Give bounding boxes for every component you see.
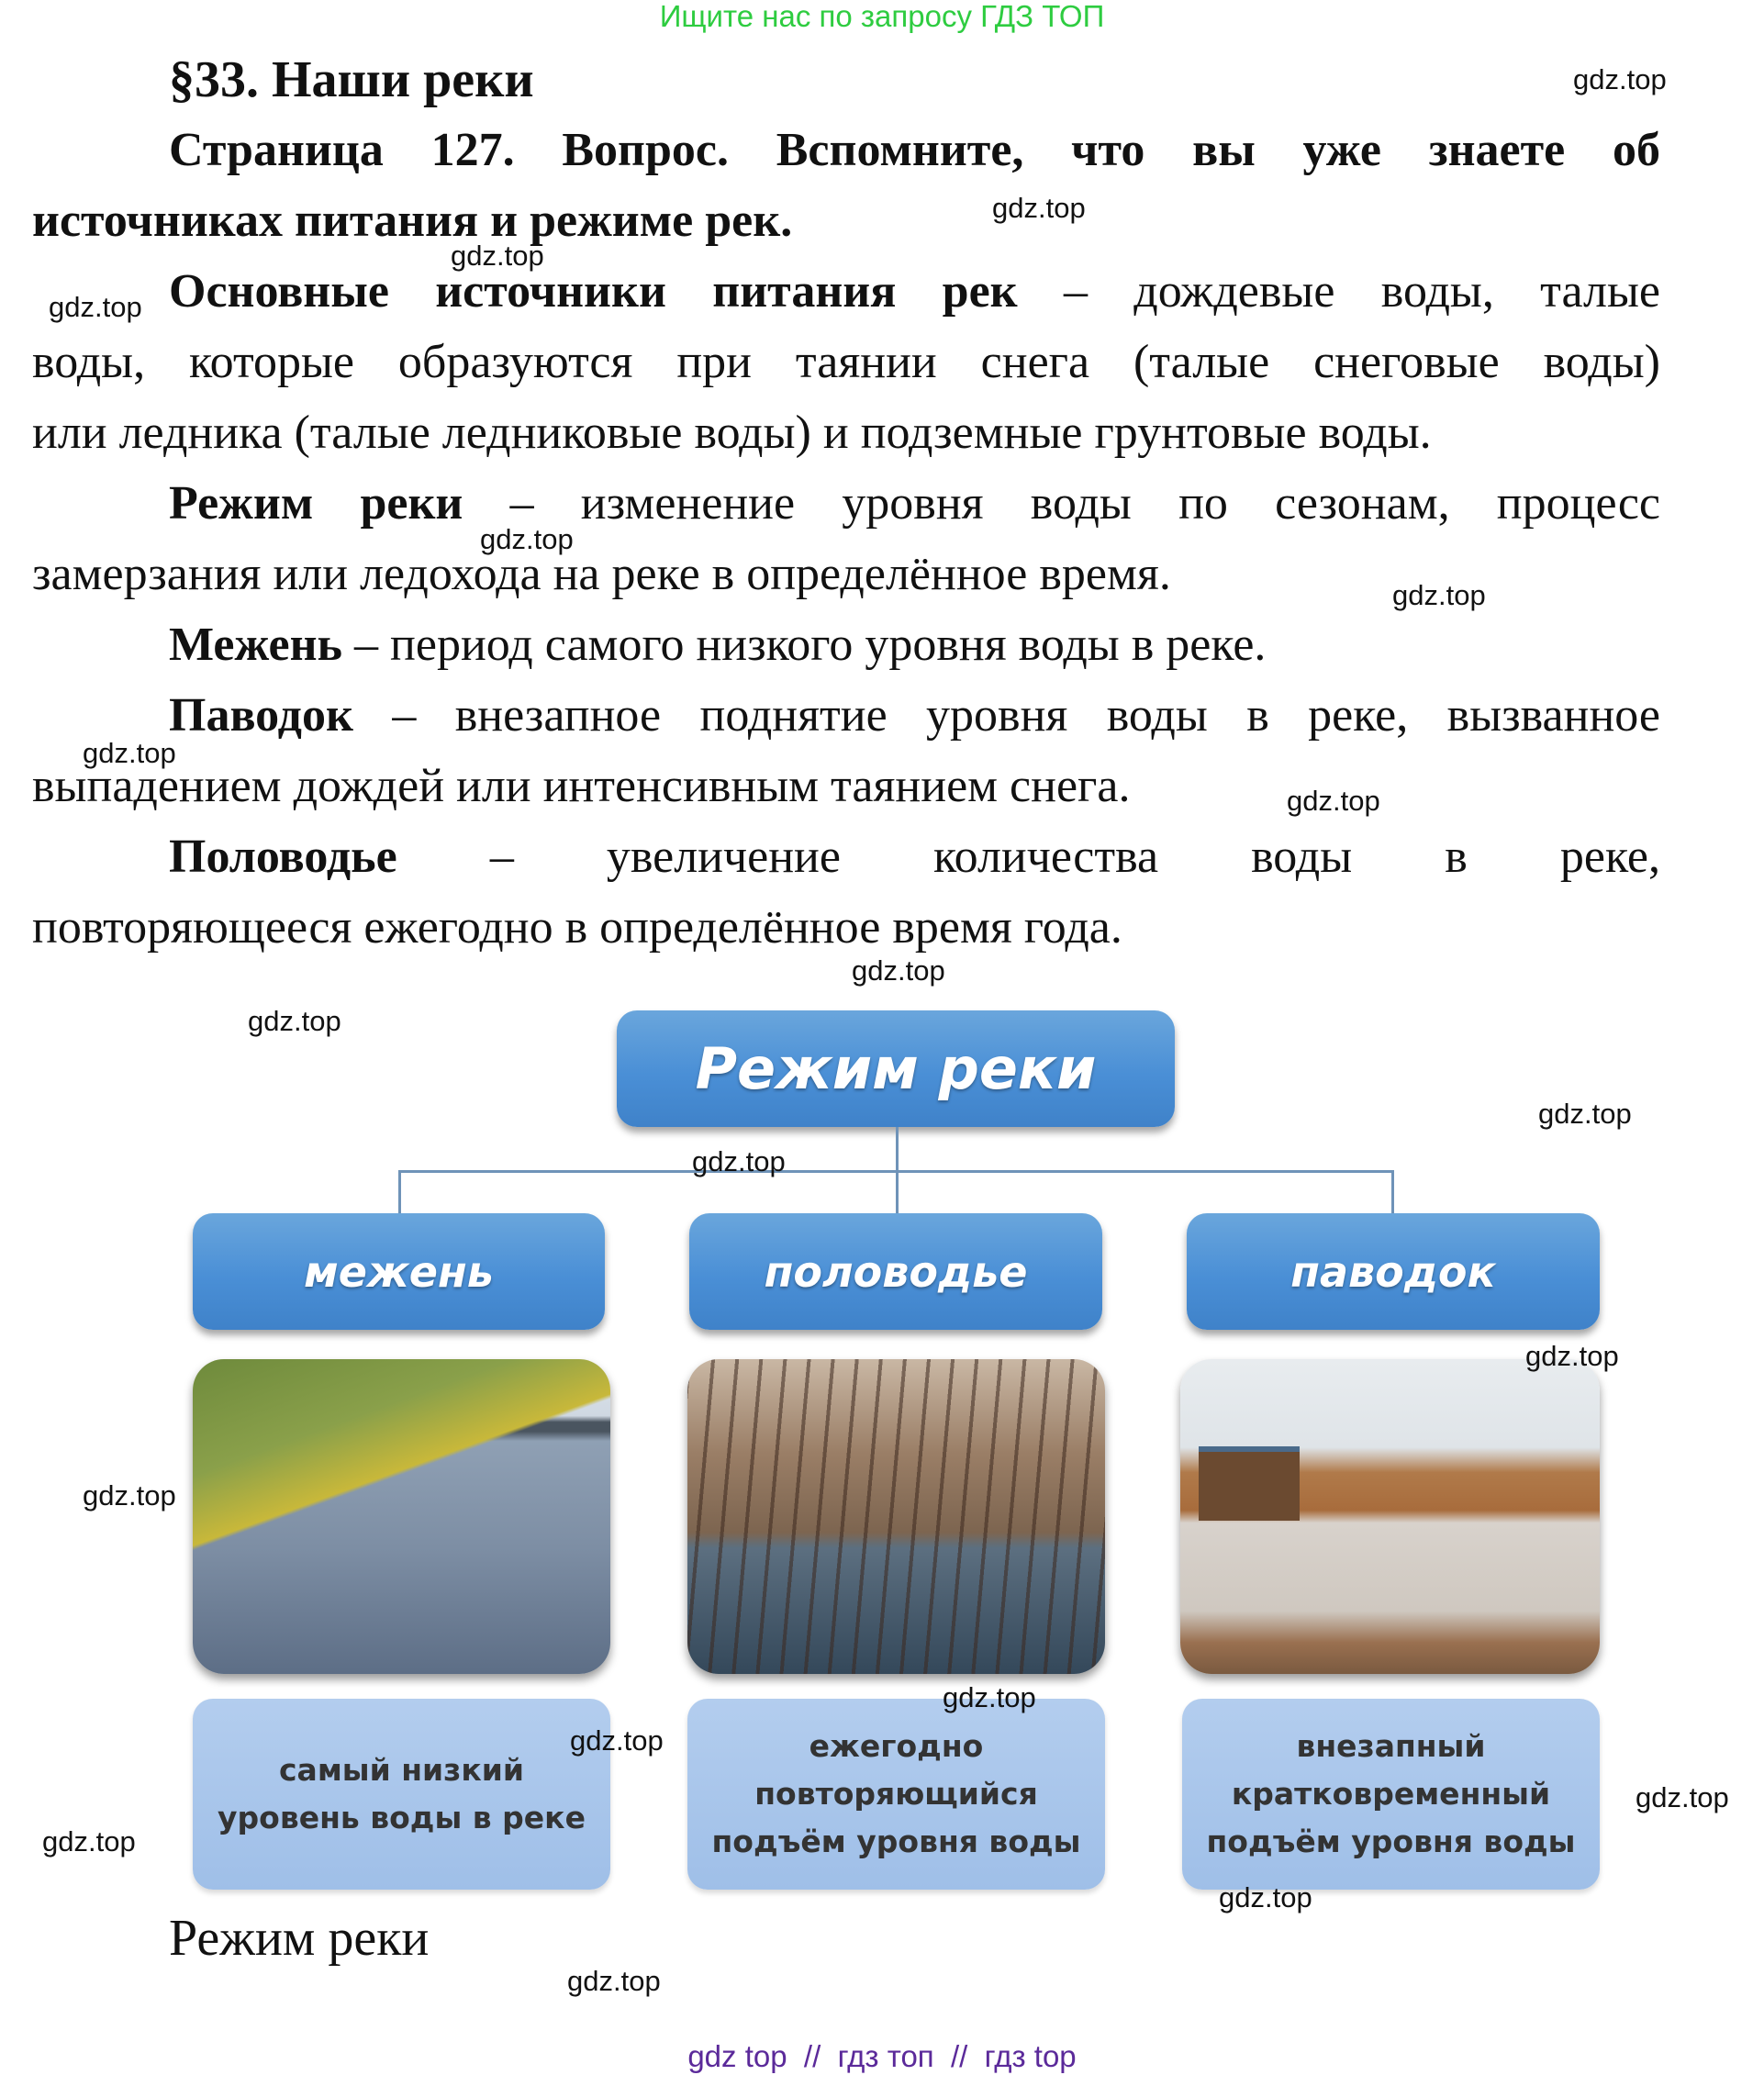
diagram-box-mezhen: межень bbox=[193, 1213, 605, 1330]
text-line bbox=[32, 468, 1660, 539]
desc-line: подъём уровня воды bbox=[711, 1824, 1081, 1859]
watermark: gdz.top bbox=[480, 523, 574, 555]
watermark: gdz.top bbox=[83, 737, 176, 769]
watermark: gdz.top bbox=[852, 954, 945, 987]
desc-box-polovodye bbox=[687, 1699, 1105, 1890]
bold-term: Половодье bbox=[169, 831, 397, 883]
river-low-water-photo bbox=[193, 1359, 610, 1674]
flooded-village-photo bbox=[1180, 1359, 1600, 1674]
text-line bbox=[32, 821, 1660, 892]
text-line bbox=[32, 397, 1660, 468]
text-span: – увеличение количества воды в реке, bbox=[396, 831, 1660, 883]
bold-term: Режим реки bbox=[169, 477, 463, 530]
text-span: – внезапное поднятие уровня воды в реке, вызванное bbox=[352, 689, 1660, 742]
desc-line: внезапный bbox=[1296, 1728, 1486, 1764]
text-line bbox=[32, 256, 1660, 327]
watermark: gdz.top bbox=[1287, 785, 1380, 817]
watermark: gdz.top bbox=[49, 291, 142, 323]
flooded-forest-photo bbox=[687, 1359, 1105, 1674]
watermark: gdz.top bbox=[992, 192, 1086, 224]
watermark: gdz.top bbox=[1538, 1098, 1632, 1130]
diagram-box-pavodok: паводок bbox=[1187, 1213, 1600, 1330]
watermark: gdz.top bbox=[692, 1145, 786, 1177]
desc-line: самый низкий bbox=[279, 1752, 524, 1788]
watermark: gdz.top bbox=[943, 1681, 1036, 1713]
watermark: gdz.top bbox=[1392, 579, 1486, 611]
bold-term: Страница 127. Вопрос. Вспомните, что вы уже знаете об bbox=[169, 124, 1660, 176]
connector-line bbox=[1391, 1170, 1394, 1213]
house-icon bbox=[1199, 1446, 1300, 1521]
watermark: gdz.top bbox=[1219, 1881, 1312, 1913]
text-line bbox=[32, 115, 1660, 185]
text-span: замерзания или ледохода на реке в определённое время. bbox=[32, 548, 1171, 600]
top-banner[interactable]: Ищите нас по запросу ГДЗ ТОП bbox=[659, 0, 1105, 33]
desc-line: кратковременный bbox=[1231, 1776, 1551, 1812]
desc-box-mezhen bbox=[193, 1699, 610, 1890]
text-line bbox=[32, 751, 1660, 821]
desc-box-pavodok bbox=[1182, 1699, 1600, 1890]
diagram-box-polovodye: половодье bbox=[689, 1213, 1102, 1330]
diagram-root-box: Режим реки bbox=[617, 1010, 1175, 1127]
text-span: – дождевые воды, талые bbox=[1017, 265, 1660, 318]
desc-line: уровень воды в реке bbox=[218, 1800, 586, 1835]
desc-line: ежегодно bbox=[809, 1728, 984, 1764]
connector-line bbox=[398, 1170, 401, 1213]
desc-line: подъём уровня воды bbox=[1206, 1824, 1576, 1859]
text-span: – изменение уровня воды по сезонам, процесс bbox=[463, 477, 1660, 530]
text-span: выпадением дождей или интенсивным таянием снега. bbox=[32, 760, 1131, 812]
watermark: gdz.top bbox=[83, 1479, 176, 1512]
section-title: §33. Наши реки bbox=[169, 51, 534, 108]
text-line bbox=[32, 327, 1660, 397]
watermark: gdz.top bbox=[451, 240, 544, 272]
figure-caption: Режим реки bbox=[169, 1910, 430, 1967]
bold-term: Основные источники питания рек bbox=[169, 265, 1018, 318]
watermark: gdz.top bbox=[1573, 63, 1667, 95]
text-span: или ледника (талые ледниковые воды) и подземные грунтовые воды. bbox=[32, 407, 1432, 459]
watermark: gdz.top bbox=[567, 1965, 661, 1997]
bold-term: Межень bbox=[169, 619, 343, 671]
text-line bbox=[32, 185, 1660, 256]
watermark: gdz.top bbox=[1636, 1781, 1729, 1813]
watermark: gdz.top bbox=[570, 1724, 664, 1757]
desc-line: повторяющийся bbox=[754, 1776, 1038, 1812]
bold-term: Паводок bbox=[169, 689, 353, 742]
watermark: gdz.top bbox=[1525, 1340, 1619, 1372]
text-line bbox=[32, 609, 1660, 680]
bold-term: источниках питания и режиме рек. bbox=[32, 195, 793, 247]
body-text bbox=[32, 115, 1660, 963]
text-line bbox=[32, 680, 1660, 751]
watermark: gdz.top bbox=[42, 1825, 136, 1857]
footer-links[interactable]: gdz top // гдз топ // гдз top bbox=[687, 2039, 1077, 2073]
text-span: повторяющееся ежегодно в определённое время года. bbox=[32, 901, 1122, 954]
connector-line bbox=[398, 1170, 1394, 1173]
text-line bbox=[32, 892, 1660, 963]
text-span: – период самого низкого уровня воды в реке. bbox=[342, 619, 1267, 671]
watermark: gdz.top bbox=[248, 1005, 341, 1037]
text-span: воды, которые образуются при таянии снега (талые снеговые воды) bbox=[32, 336, 1660, 388]
